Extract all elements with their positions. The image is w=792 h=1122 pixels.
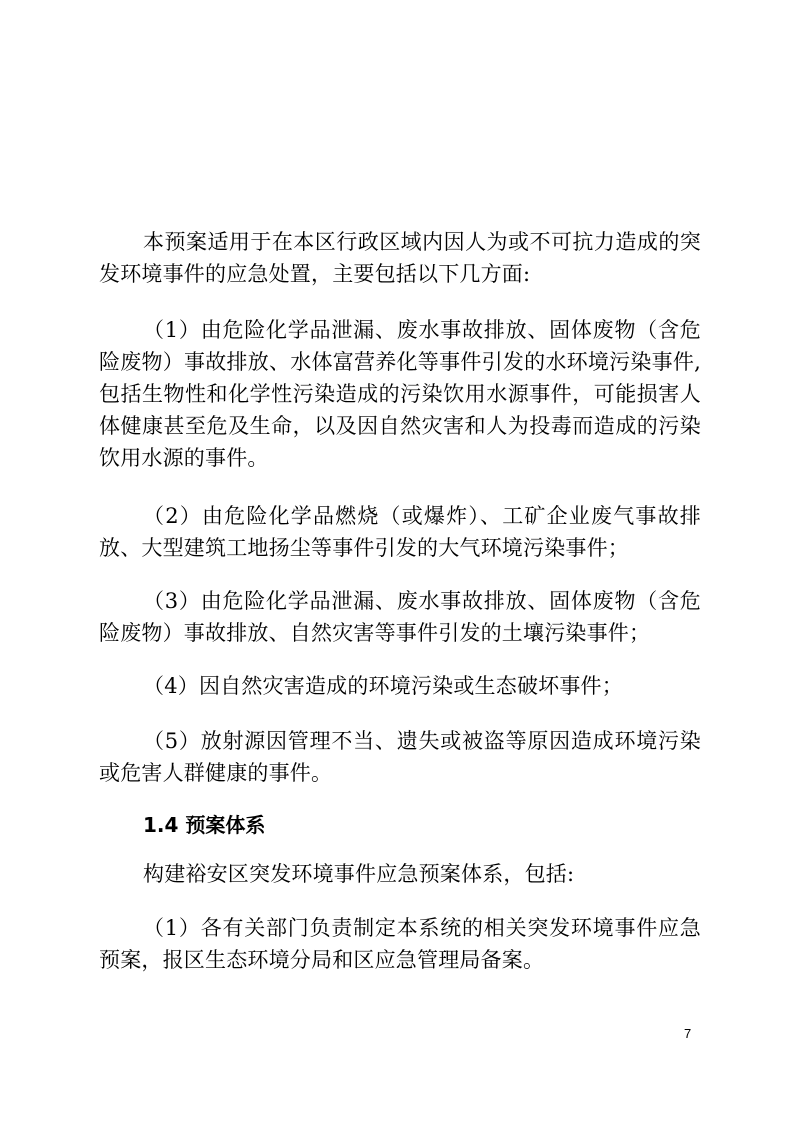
scope-paragraph: 本预案适用于在本区行政区域内因人为或不可抗力造成的突发环境事件的应急处置，主要包括以下几方面: xyxy=(99,230,701,286)
list-item-soil-pollution: （3）由危险化学品泄漏、废水事故排放、固体废物（含危险废物）事故排放、自然灾害等事件引发的土壤污染事件； xyxy=(99,589,701,645)
list-item-radiation-source: （5）放射源因管理不当、遗失或被盗等原因造成环境污染或危害人群健康的事件。 xyxy=(99,729,701,785)
page-number: 7 xyxy=(684,1026,692,1041)
list-item-water-pollution: （1）由危险化学品泄漏、废水事故排放、固体废物（含危险废物）事故排放、水体富营养化等事件引发的水环境污染事件,包括生物性和化学性污染造成的污染饮用水源事件，可能损害人体健康甚至危及生命，以及因自然灾害和人为投毒而造成的污染饮用水源的事件。 xyxy=(99,318,701,470)
list-item-natural-disaster: （4）因自然灾害造成的环境污染或生态破坏事件； xyxy=(143,674,623,698)
system-intro-paragraph: 构建裕安区突发环境事件应急预案体系，包括: xyxy=(143,862,575,886)
list-item-air-pollution: （2）由危险化学品燃烧（或爆炸）、工矿企业废气事故排放、大型建筑工地扬尘等事件引发的大气环境污染事件； xyxy=(99,504,701,560)
list-item-department-plans: （1）各有关部门负责制定本系统的相关突发环境事件应急预案，报区生态环境分局和区应急管理局备案。 xyxy=(99,916,701,972)
section-heading: 1.4 预案体系 xyxy=(143,813,266,837)
